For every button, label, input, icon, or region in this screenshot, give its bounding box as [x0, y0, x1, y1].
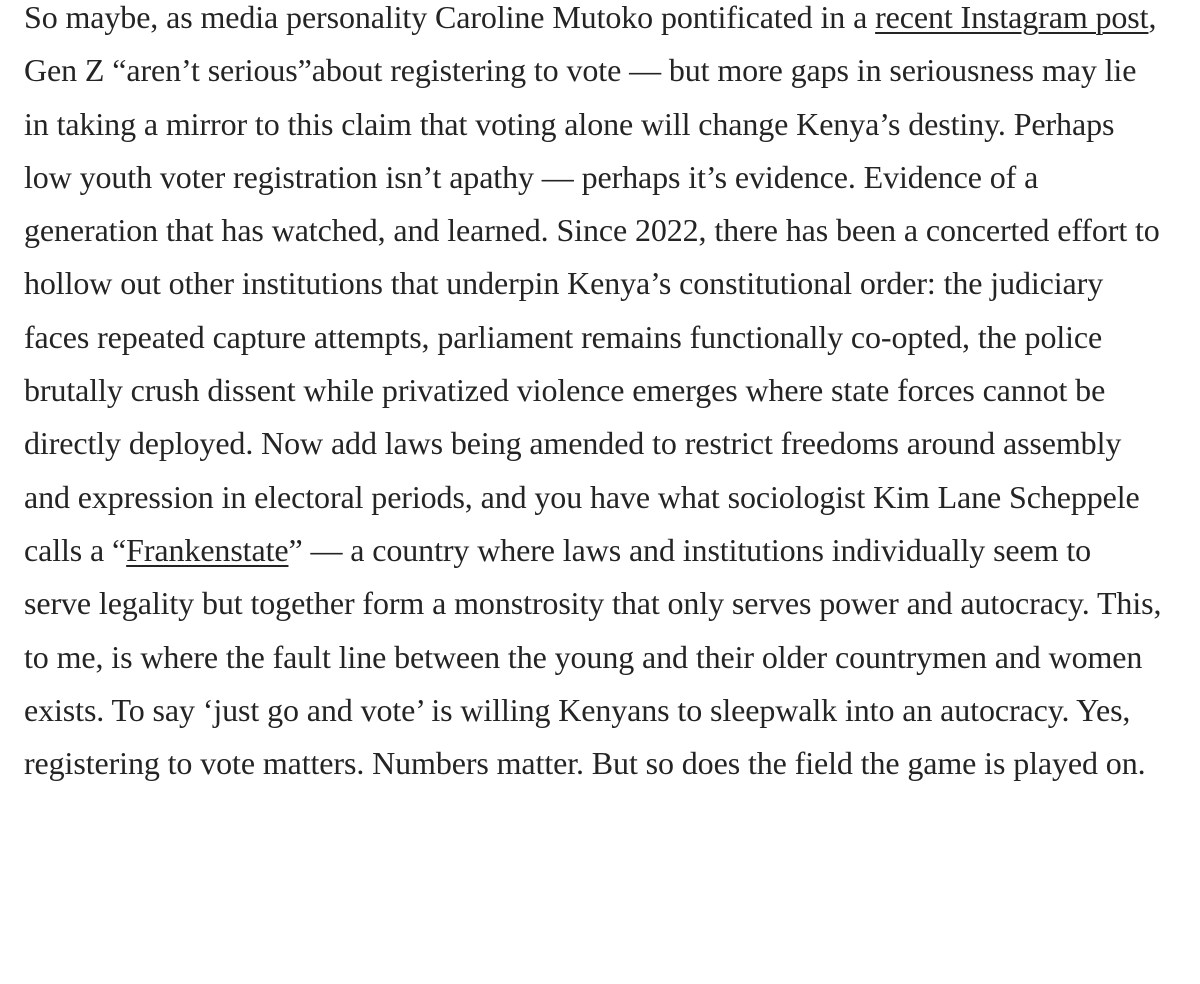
- recent-instagram-post-link[interactable]: recent Instagram post: [875, 0, 1149, 35]
- article-paragraph: [24, 0, 1164, 790]
- paragraph-text-3: ” — a country where laws and institutions individually seem to serve legality but together form a monstrosity that only serves power and autocracy. This, to me, is where the fault line between the young and their older countrymen and women exists. To say ‘just go and vote’ is willing Kenyans to sleepwalk into an autocracy. Yes, registering to vote matters. Numbers matter. But so does the field the game is played on.: [24, 531, 1162, 782]
- paragraph-text-1: So maybe, as media personality Caroline Mutoko pontificated in a: [24, 0, 876, 35]
- frankenstate-link[interactable]: Frankenstate: [126, 531, 289, 568]
- paragraph-text-2: , Gen Z “aren’t serious”about registering to vote — but more gaps in seriousness may lie in taking a mirror to this claim that voting alone will change Kenya’s destiny. Perhaps low youth voter registration isn’t apathy — perhaps it’s evidence. Evidence of a generation that has watched, and learned. Since 2022, there has been a concerted effort to hollow out other institutions that underpin Kenya’s constitutional order: the judiciary faces repeated capture attempts, parliament remains functionally co-opted, the police brutally crush dissent while privatized violence emerges where state forces cannot be directly deployed. Now add laws being amended to restrict freedoms around assembly and expression in electoral periods, and you have what sociologist Kim Lane Scheppele calls a “: [24, 0, 1160, 568]
